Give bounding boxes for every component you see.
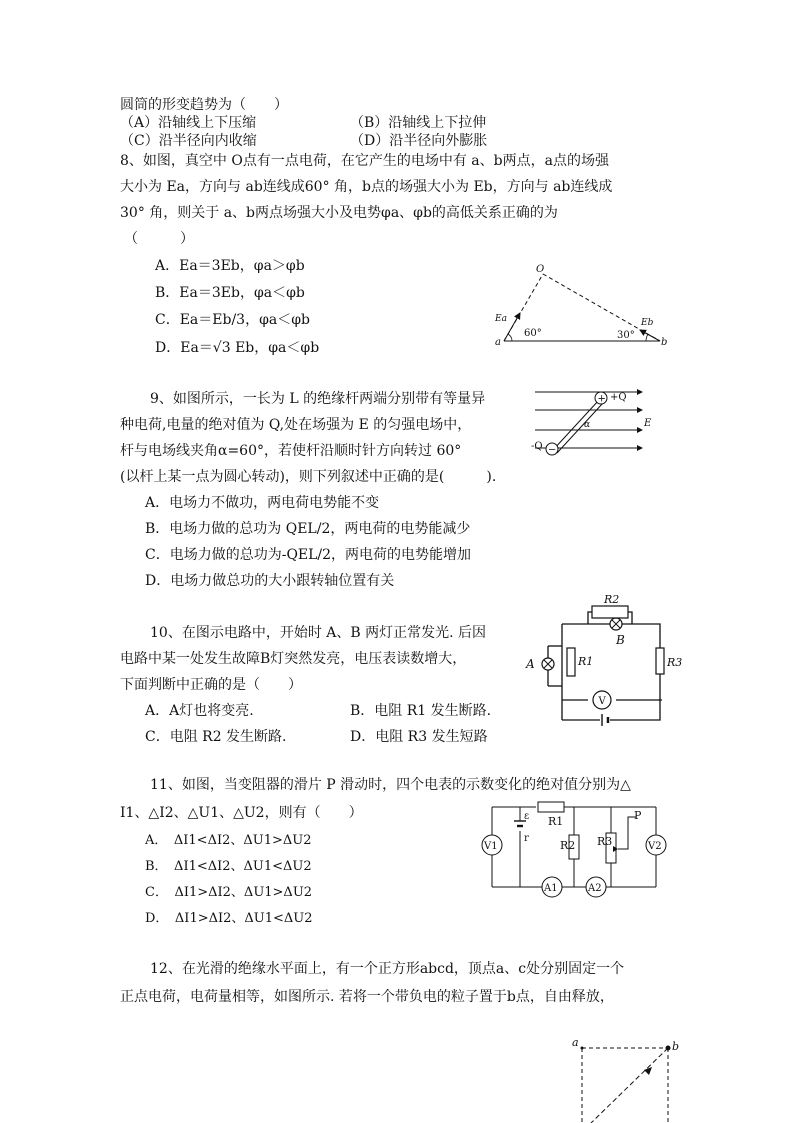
q8-angle-a-arc xyxy=(508,334,512,341)
q8-label-o: O xyxy=(536,264,545,275)
q9-option-d: D．电场力做总功的大小跟转轴位置有关 xyxy=(145,573,395,589)
q8-option-c: C．Ea＝Eb/3，φa＜φb xyxy=(155,312,310,328)
q10-label-a: A xyxy=(526,657,535,671)
q8-option-a: A．Ea＝3Eb，φa＞φb xyxy=(155,258,305,274)
q10-label-b: B xyxy=(616,633,625,647)
q8-option-d: D．Ea＝√3 Eb，φa＜φb xyxy=(155,340,320,356)
q12-stem-line2: 正点电荷，电荷量相等，如图所示. 若将一个带负电的粒子置于b点，自由释放， xyxy=(120,989,614,1005)
q9-rod-figure xyxy=(530,386,660,468)
q11-stem-line1: 11、如图，当变阻器的滑片 P 滑动时，四个电表的示数变化的绝对值分别为△ xyxy=(150,777,631,793)
q11-label-eps: ε xyxy=(524,811,530,822)
q8-label-eb: Eb xyxy=(641,318,654,328)
q10-label-r3: R3 xyxy=(667,656,683,669)
q8-stem-line3: 30° 角，则关于 a、b两点场强大小及电势φa、φb的高低关系正确的为 xyxy=(120,205,558,221)
q11-label-a1: A1 xyxy=(544,883,558,894)
q9-minus-sign: − xyxy=(548,444,557,456)
q11-label-a2: A2 xyxy=(588,883,602,894)
q9-label-plus-q: +Q xyxy=(610,392,627,403)
q10-option-d: D．电阻 R3 发生短路 xyxy=(350,729,488,745)
q9-option-b: B．电场力做的总功为 QEL/2，两电荷的电势能减少 xyxy=(145,521,471,537)
q12-point-a xyxy=(581,1047,584,1050)
q8-stem-line2: 大小为 Ea，方向与 ab连线成60° 角，b点的场强大小为 Eb，方向与 ab连线成 xyxy=(120,179,613,195)
q9-stem-line2: 种电荷,电量的绝对值为 Q,处在场强为 E 的匀强电场中， xyxy=(120,417,472,433)
q11-label-p: P xyxy=(634,809,642,822)
q10-voltmeter-label: V xyxy=(598,696,606,707)
q11-option-d: D． ΔI1>ΔI2、ΔU1<ΔU2 xyxy=(145,911,313,926)
q11-circuit-figure xyxy=(476,795,692,900)
q10-stem-line3: 下面判断中正确的是（ ） xyxy=(120,677,302,693)
q8-label-b: b xyxy=(661,337,668,348)
q8-field-figure xyxy=(490,258,670,350)
q11-label-v1: V1 xyxy=(484,841,498,852)
q10-stem-line2: 电路中某一处发生故障B灯突然发亮，电压表读数增大， xyxy=(120,651,467,667)
q11-option-c: C． ΔI1>ΔI2、ΔU1>ΔU2 xyxy=(145,885,313,900)
q12-square-figure xyxy=(566,1032,686,1123)
q7-tail-text: 圆筒的形变趋势为（ ） xyxy=(120,97,288,113)
q8-option-b: B．Ea＝3Eb，φa＜φb xyxy=(155,285,305,301)
q9-stem-line3: 杆与电场线夹角α=60°，若使杆沿顺时针方向转过 60° xyxy=(120,443,462,459)
q11-label-r1: R1 xyxy=(548,815,564,828)
q10-wire-top-right xyxy=(562,624,662,700)
q8-stem-line1: 8、如图，真空中 O点有一点电荷，在它产生的电场中有 a、b两点，a点的场强 xyxy=(120,153,609,169)
q7-option-a: （A）沿轴线上下压缩 xyxy=(120,115,257,131)
q8-label-a: a xyxy=(495,337,501,348)
q11-label-r: r xyxy=(524,833,529,844)
q12-stem-line1: 12、在光滑的绝缘水平面上，有一个正方形abcd，顶点a、c处分别固定一个 xyxy=(150,961,625,977)
q11-label-v2: V2 xyxy=(648,841,662,852)
q10-option-a: A．A灯也将变亮. xyxy=(145,703,254,719)
q9-stem-line4: (以杆上某一点为圆心转动)，则下列叙述中正确的是( ). xyxy=(120,469,497,485)
q10-stem-line1: 10、在图示电路中，开始时 A、B 两灯正常发光. 后因 xyxy=(150,625,487,641)
q12-label-b: b xyxy=(672,1040,680,1053)
q12-point-b xyxy=(666,1046,671,1051)
q12-label-a: a xyxy=(572,1036,579,1049)
q10-option-b: B．电阻 R1 发生断路. xyxy=(350,703,492,719)
q8-eb-arrow xyxy=(640,330,660,341)
q8-label-ea: Ea xyxy=(495,314,507,324)
q8-answer-paren: （ ） xyxy=(124,231,194,247)
q10-resistor-r2 xyxy=(592,606,628,618)
q9-label-alpha: α xyxy=(584,420,591,430)
q12-diagonal-arrow xyxy=(644,1067,652,1075)
q8-angle-b-arc xyxy=(646,334,648,341)
q9-rod-edge-1 xyxy=(553,400,599,450)
q12-diagonal-bd xyxy=(591,1048,668,1123)
q11-resistor-r1 xyxy=(538,802,564,812)
q10-label-r1: R1 xyxy=(578,655,594,668)
q10-resistor-r3 xyxy=(656,648,664,674)
q7-option-d: （D）沿半径向外膨胀 xyxy=(350,133,488,149)
q10-resistor-r1 xyxy=(567,648,575,676)
q8-angle-60: 60° xyxy=(524,328,542,339)
q9-stem-line1: 9、如图所示，一长为 L 的绝缘杆两端分别带有等量异 xyxy=(150,391,486,407)
q10-wire-bottom-right xyxy=(610,700,660,720)
q10-circuit-figure xyxy=(520,588,690,738)
q9-plus-sign: + xyxy=(597,393,606,405)
q11-label-r3: R3 xyxy=(597,835,613,848)
q11-stem-line2: I1、△I2、△U1、△U2，则有（ ） xyxy=(120,805,363,821)
q9-label-minus-q: -Q xyxy=(531,441,543,452)
q11-option-a: A． ΔI1<ΔI2、ΔU1>ΔU2 xyxy=(145,833,312,848)
q10-option-c: C．电阻 R2 发生断路. xyxy=(145,729,287,745)
q9-option-c: C．电场力做的总功为-QEL/2，两电荷的电势能增加 xyxy=(145,547,472,563)
q10-label-r2: R2 xyxy=(604,593,620,606)
q7-option-c: （C）沿半径向内收缩 xyxy=(120,133,257,149)
q8-angle-30: 30° xyxy=(617,330,635,341)
q11-option-b: B． ΔI1<ΔI2、ΔU1<ΔU2 xyxy=(145,859,312,874)
q9-option-a: A．电场力不做功，两电荷电势能不变 xyxy=(145,495,380,511)
q11-label-r2: R2 xyxy=(560,839,576,852)
q9-label-e: E xyxy=(644,418,652,429)
q7-option-b: （B）沿轴线上下拉伸 xyxy=(350,115,487,131)
